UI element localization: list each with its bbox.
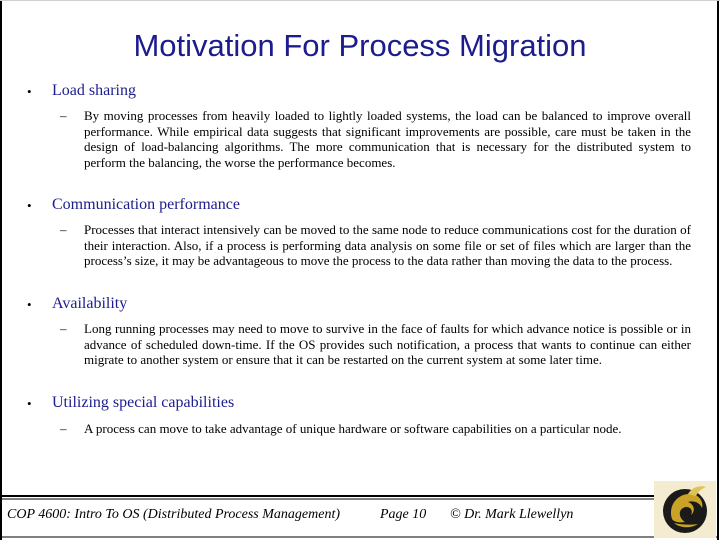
bullet-heading: Communication performance — [52, 196, 240, 213]
bullet-marker: • — [27, 396, 32, 411]
footer-page-number: Page 10 — [380, 507, 427, 522]
footer-copyright: © Dr. Mark Llewellyn — [450, 507, 574, 522]
sub-bullet-marker: – — [60, 108, 67, 123]
bullet-detail-availability: Long running processes may need to move to survive in the face of faults for which advance notice is possible or in advance of scheduled down-time. If the OS provides such notification, a process that wants to continue can either migrate to another system or ensure that it can be restarted on the current system at some later time. — [84, 321, 691, 367]
bullet-marker: • — [27, 297, 32, 312]
frame-right-border — [717, 0, 719, 540]
bullet-heading: Availability — [52, 295, 128, 312]
bullet-heading: Load sharing — [52, 82, 136, 99]
frame-left-border — [0, 0, 2, 540]
frame-top-border — [0, 0, 720, 1]
sub-bullet-marker: – — [60, 222, 67, 237]
bullet-detail-utilizing-special-capabilities: A process can move to take advantage of unique hardware or software capabilities on a particular node. — [84, 421, 622, 436]
sub-bullet-marker: – — [60, 321, 67, 336]
bullet-detail-communication-performance: Processes that interact intensively can be moved to the same node to reduce communications cost for the duration of their interaction. Also, if a process is performing data analysis on some file or set of files which are larger than the process’s size, it may be advantageous to move the process to the data rather than moving the data to the process. — [84, 222, 691, 268]
bullet-heading: Utilizing special capabilities — [52, 394, 235, 411]
bullet-marker: • — [27, 198, 32, 213]
sub-bullet-marker: – — [60, 421, 67, 436]
slide-title: Motivation For Process Migration — [133, 28, 587, 63]
bullet-detail-load-sharing: By moving processes from heavily loaded to lightly loaded systems, the load can be balanced to improve overall performance. While empirical data suggests that significant improvements are possible, care must be taken in the design of load-balancing algorithms. The more communication that is necessary for the distributed system to perform the balancing, the worse the performance becomes. — [84, 108, 691, 170]
bullet-marker: • — [27, 84, 32, 99]
footer-course: COP 4600: Intro To OS (Distributed Process Management) — [7, 507, 340, 522]
pegasus-logo-icon — [654, 481, 716, 538]
